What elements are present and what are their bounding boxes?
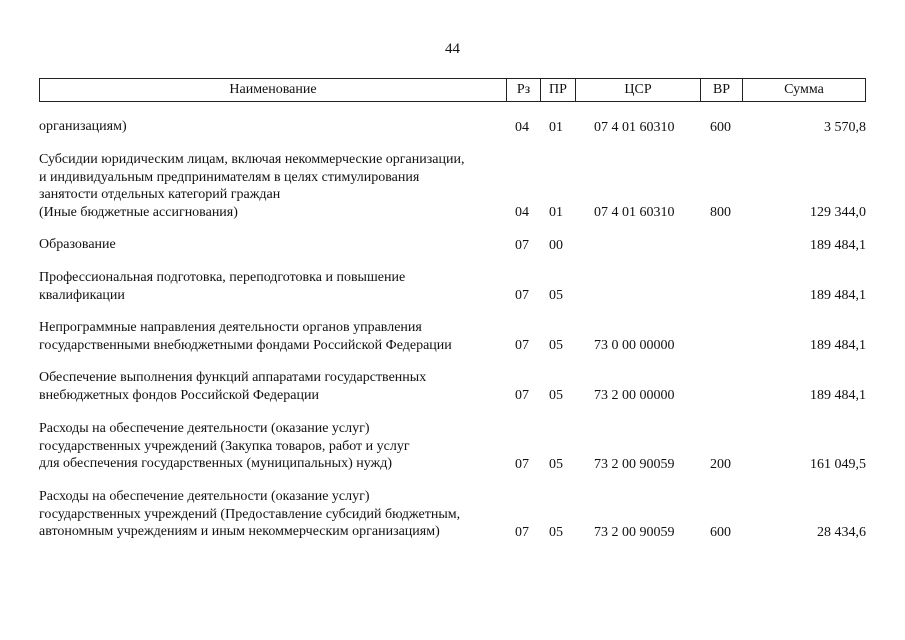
row-rz: 07 xyxy=(515,287,529,303)
row-name: Расходы на обеспечение деятельности (оказание услуг) государственных учреждений (Закупка товаров, работ и услуг для обеспечения государственных (муниципальных) нужд) xyxy=(39,421,410,471)
row-name: Непрограммные направления деятельности органов управления государственными внебюджетными фондами Российской Федерации xyxy=(39,320,452,353)
row-pr: 01 xyxy=(549,119,563,135)
header-vr: ВР xyxy=(701,79,743,101)
row-vr: 600 xyxy=(710,119,731,135)
row-pr: 01 xyxy=(549,204,563,220)
table-row xyxy=(39,151,866,221)
table-row xyxy=(39,420,866,473)
table-header xyxy=(39,78,866,102)
row-csr: 07 4 01 60310 xyxy=(594,119,675,135)
row-sum: 3 570,8 xyxy=(824,119,866,135)
header-name: Наименование xyxy=(40,79,507,101)
row-pr: 05 xyxy=(549,387,563,403)
row-sum: 189 484,1 xyxy=(810,287,866,303)
page-number: 44 xyxy=(445,41,460,57)
row-pr: 05 xyxy=(549,456,563,472)
row-name: Обеспечение выполнения функций аппаратами государственных внебюджетных фондов Российской Федерации xyxy=(39,370,427,403)
row-csr: 73 2 00 90059 xyxy=(594,524,675,540)
row-pr: 05 xyxy=(549,524,563,540)
row-name: Профессиональная подготовка, переподготовка и повышение квалификации xyxy=(39,270,406,303)
row-name: Субсидии юридическим лицам, включая некоммерческие организации, и индивидуальным предпринимателям в целях стимулирования занятости отдельных категорий граждан (Иные бюджетные ассигнования) xyxy=(39,152,465,220)
table-row xyxy=(39,319,866,354)
header-rz: Рз xyxy=(507,79,541,101)
header-csr: ЦСР xyxy=(576,79,701,101)
row-sum: 129 344,0 xyxy=(810,204,866,220)
row-pr: 05 xyxy=(549,337,563,353)
row-sum: 189 484,1 xyxy=(810,387,866,403)
row-name: Расходы на обеспечение деятельности (оказание услуг) государственных учреждений (Предоставление субсидий бюджетным, автономным учреждениям и иным некоммерческим организациям) xyxy=(39,489,461,539)
table-row xyxy=(39,118,866,136)
row-name: Образование xyxy=(39,237,116,252)
table-row xyxy=(39,369,866,404)
row-sum: 28 434,6 xyxy=(817,524,866,540)
row-sum: 189 484,1 xyxy=(810,337,866,353)
row-csr: 73 0 00 00000 xyxy=(594,337,675,353)
row-name: организациям) xyxy=(39,119,127,134)
row-vr: 800 xyxy=(710,204,731,220)
row-rz: 04 xyxy=(515,204,529,220)
row-rz: 07 xyxy=(515,387,529,403)
row-rz: 07 xyxy=(515,524,529,540)
table-row xyxy=(39,488,866,541)
row-rz: 07 xyxy=(515,237,529,253)
table-row xyxy=(39,269,866,304)
row-csr: 73 2 00 00000 xyxy=(594,387,675,403)
header-pr: ПР xyxy=(541,79,576,101)
row-pr: 05 xyxy=(549,287,563,303)
table-row xyxy=(39,236,866,254)
row-pr: 00 xyxy=(549,237,563,253)
row-vr: 600 xyxy=(710,524,731,540)
header-sum: Сумма xyxy=(784,82,824,97)
row-csr: 07 4 01 60310 xyxy=(594,204,675,220)
row-sum: 189 484,1 xyxy=(810,237,866,253)
row-sum: 161 049,5 xyxy=(810,456,866,472)
row-rz: 04 xyxy=(515,119,529,135)
row-rz: 07 xyxy=(515,456,529,472)
row-rz: 07 xyxy=(515,337,529,353)
row-vr: 200 xyxy=(710,456,731,472)
row-csr: 73 2 00 90059 xyxy=(594,456,675,472)
